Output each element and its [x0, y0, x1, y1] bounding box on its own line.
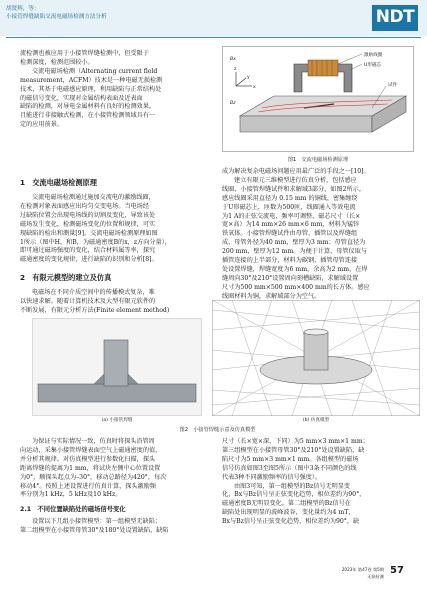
figure-2-caption: 图2 小接管焊缝示意及仿真模型 [179, 427, 256, 433]
text-line: 1所示（图中H，和B，为磁通密度B的x，z方向分量）， [20, 238, 171, 246]
figure-2b-label: (b) 仿真模型 [302, 418, 330, 423]
label-axis-y: y [247, 75, 250, 80]
section-2-paragraph [20, 289, 212, 316]
text-line: 率分别为1 kHz，5 kHz及10 kHz。 [20, 491, 122, 499]
text-line: 在检测对象表面感应出均匀交变电场。当电场经 [20, 202, 149, 210]
text-line: 成，母管外径为40 mm，壁厚为3 mm；母管直径为 [222, 239, 366, 247]
main-pipe-section [38, 384, 196, 402]
text-line: 为0°，顺探头起点为–30°，移动总路径为420°，每次 [20, 473, 167, 481]
text-line: 陷尺寸为5 mm×3 mm×1 mm。各组模型的磁场 [222, 455, 359, 463]
branch-pipe [104, 340, 128, 386]
text-line: 宽×高）为14 mm×26 mm×6 mm，材料为锰锌 [222, 221, 360, 229]
text-line: 移动4°。按照上述设置进行仿真计算，探头激励频 [20, 482, 156, 490]
figure-1-acfm-principle [222, 46, 414, 152]
text-line: 200 mm，壁厚为12 mm。为便于计算，母管仪取与 [222, 248, 367, 256]
text-line: 磁通密度的变化规律，进行缺陷的识别和分析[8]。 [20, 256, 158, 264]
text-line: 即可通过磁场强度的变化，结合材料属等率，探究 [20, 247, 156, 255]
text-line: 信号仿真如图3至图5所示（图中3条不同颜色的线 [222, 464, 357, 472]
header-authors: 胡贤辉，等： [6, 6, 40, 12]
text-line: Bx与Bz信号呈正弦变化趋势，相位差约为90°，缺 [222, 518, 360, 526]
text-line: 线圈材料为铜，求解域部分为空气。 [222, 292, 321, 300]
results-paragraph [222, 438, 417, 527]
journal-logo [372, 5, 418, 31]
right-column-paragraph [222, 168, 417, 302]
text-line: 技术，其基于电磁感应原理，利用缺陷与正常结构处 [20, 85, 162, 93]
figure-2b-fem-mesh [212, 300, 420, 416]
label-bz: Bz [230, 101, 236, 106]
figure-2a-weld-sketch [32, 318, 202, 416]
text-line: 电磁场在不同介质空间中的传播模式复杂，难 [32, 289, 155, 296]
text-line: 由图3可知，第一组模型的Bz信号无明显变 [234, 482, 351, 490]
text-line: 设置以下几组小接管模型：第一组模型无缺陷； [32, 518, 161, 525]
mesh-branch-pipe [304, 332, 328, 370]
intro-paragraph [20, 50, 212, 130]
text-line: 检测深度，检测范围较小。 [20, 58, 94, 66]
excitation-coil-shape [308, 60, 338, 76]
label-specimen: 试件 [388, 83, 398, 88]
text-line: 缝周向30°及210°设置周向刻槽缺陷，求解域设置 [222, 274, 359, 282]
journal-logo-text: NDT [375, 7, 415, 27]
text-line: 的磁信号变化，实现对金属结构表面及近表面 [20, 94, 143, 102]
text-line: 现缺陷的检出和测量[9]。交流电磁场检测原理如图 [20, 229, 158, 237]
header-article-title: 小接管焊缝缺陷交流电磁场检测方法分析 [6, 14, 107, 20]
text-line: 向运动，采集小接管焊缝表面空气上磁通密度的值， [20, 446, 162, 454]
label-bx: Bx [230, 57, 236, 62]
text-line: 第三组模型在小接管母管30°及210°处设置缺陷，缺 [222, 446, 365, 454]
text-line: 建立有限元三维模型进行仿真分析，包括感应 [234, 176, 357, 184]
figure-1-caption: 图1 交流电磁场检测原理 [287, 157, 349, 163]
section-1-paragraph [20, 194, 212, 265]
text-line: 线圈、小接管焊缝试件和求解域3部分，如图2所示。 [222, 185, 365, 193]
text-line: 第二组模型在小接管母管30°及180°处设置缺陷，缺陷 [20, 526, 169, 534]
text-line: 插管连接的上半部分，材料为碳钢，插管母管连接 [222, 257, 358, 265]
text-line: measurement，ACFM）技术是一种电磁无损检测 [20, 76, 163, 84]
text-line: 铁氧体。小接管焊缝试件由母管、插管以及焊缝组 [222, 230, 358, 238]
text-line: 代表3种不同激励频率的信号强度）。 [222, 473, 322, 481]
section-1-heading: 1 交流电磁场检测原理 [20, 178, 97, 187]
footer-issue: 2023年 第47卷 第5期 [341, 567, 384, 572]
text-line: 磁通密度B无明显变化。第二组模型的Bz信号在 [222, 500, 351, 508]
text-line: 为保证与实际情况一致，仿真时将探头沿管周 [32, 438, 155, 445]
text-line: 并分析其规律。对仿真模型进行参数化扫描，探头 [20, 455, 156, 463]
text-line: 化，Bx与Bz信号呈正弦变化趋势，相位差约为90°， [222, 491, 366, 499]
text-line: 缺陷处出现明显的波峰波谷，变化量约为4 mT， [222, 509, 355, 517]
text-line: 过缺陷位置会出现电场线的切割及变化，导致该处 [20, 211, 156, 219]
text-line: 磁场发生变化，检测磁场变化的位置和规律，可实 [20, 220, 156, 228]
text-line: 交流电磁场检测（Alternating current field [32, 67, 158, 75]
text-line: 处设置焊缝，焊缝宽度为6 mm，余高为2 mm，在焊 [222, 265, 368, 273]
subsection-2-1-paragraph [20, 518, 212, 536]
text-line: 交流电磁场检测通过施加交流电的激励线圈， [32, 194, 155, 201]
text-line: 不断发展，有限元分析方法(Finite element method) [20, 306, 170, 314]
text-line: 于U形磁芯上，匝数为500匝，线圈通入等效电流 [222, 203, 356, 211]
footer-journal: 无损检测 [367, 574, 384, 579]
page-number: 57 [390, 565, 404, 576]
text-line: 流检测也被应用于小接管焊缝检测中，但受限于 [20, 50, 149, 57]
text-line: 且能进行非接触式检测，在小接管检测领域具有一 [20, 112, 156, 120]
text-line: 定的应用前景。 [20, 121, 63, 129]
header-rule [6, 37, 421, 38]
section-2-heading: 2 有限元模型的建立及仿真 [20, 273, 112, 282]
text-line: 为1 A的正弦交流电，频率可调整，磁芯尺寸（长× [222, 212, 361, 220]
specimen-plate-front [240, 116, 372, 132]
text-line: 尺寸为500 mm×500 mm×400 mm的长方体。感应 [222, 283, 370, 291]
label-axis-z: z [234, 67, 237, 72]
label-excitation-coil: 激励线圈 [364, 53, 383, 58]
text-line: 尺寸（长×宽×深，下同）为5 mm×3 mm×1 mm； [222, 438, 369, 445]
subsection-2-1-heading: 2.1 不同位置缺陷处的磁场信号变化 [20, 506, 126, 513]
text-line: 感应线圈采用直径为 0.15 mm 的铜线，密集缠绕 [222, 194, 358, 202]
text-line: 缺陷的检测，对导电金属材料有良好的检测效果， [20, 103, 156, 111]
figure-2a-label: (a) 小接管焊缝 [101, 418, 133, 423]
text-line: 成为解决复杂电磁场问题应用最广泛的手段之一[10]。 [222, 168, 370, 175]
simulation-setup-paragraph [20, 438, 212, 500]
label-u-core: U形磁芯 [364, 63, 382, 68]
text-line: 距离焊缝的提离为1 mm，将试块左侧中心位置设置 [20, 464, 161, 472]
text-line: 以快速求解。随着计算机技术及大型有限元软件的 [20, 297, 156, 305]
label-axis-x: x [253, 85, 256, 90]
